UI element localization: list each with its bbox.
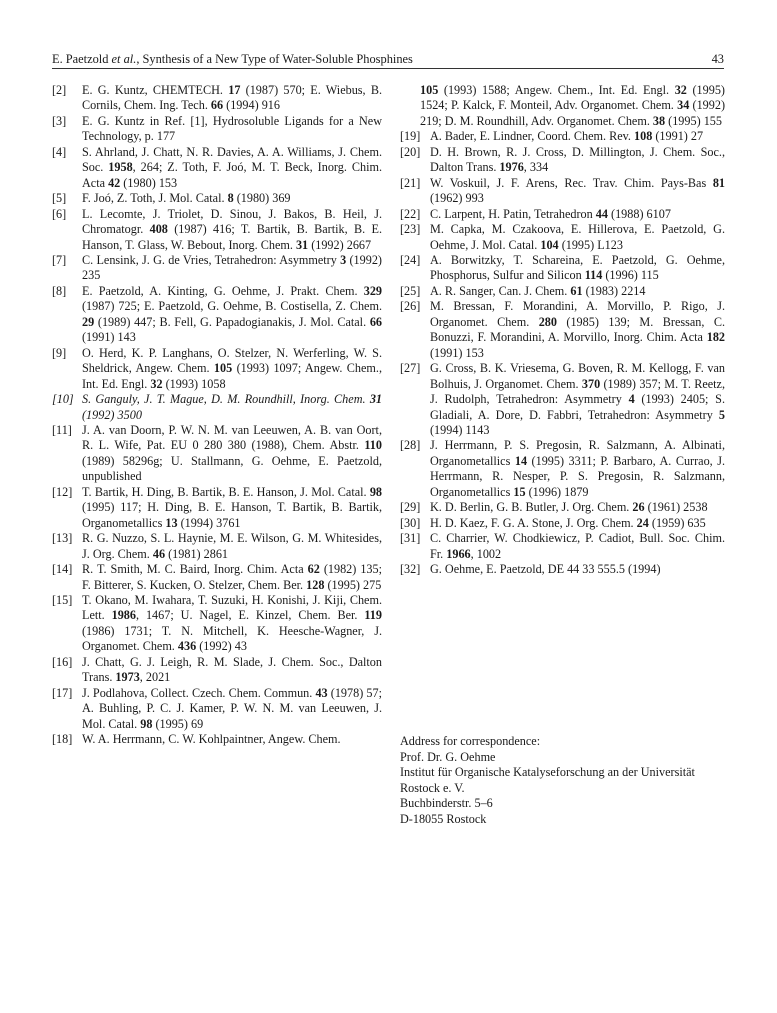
reference-item xyxy=(52,593,382,655)
reference-number: [9] xyxy=(52,345,67,360)
reference-item xyxy=(52,562,382,593)
reference-item xyxy=(400,222,725,253)
references-right-column xyxy=(400,83,725,578)
reference-number: [26] xyxy=(400,299,421,314)
reference-text: C. Larpent, H. Patin, Tetrahedron 44 (1988) 6107 xyxy=(430,206,671,221)
reference-item xyxy=(52,191,382,206)
reference-number: [27] xyxy=(400,361,421,376)
reference-text: E. G. Kuntz, CHEMTECH. 17 (1987) 570; E. Wiebus, B. Cornils, Chem. Ing. Tech. 66 (1994) 916 xyxy=(82,83,382,113)
reference-item xyxy=(52,207,382,253)
reference-number: [32] xyxy=(400,562,421,577)
reference-item xyxy=(400,531,725,562)
reference-number: [22] xyxy=(400,206,421,221)
reference-text: D. H. Brown, R. J. Cross, D. Millington, J. Chem. Soc., Dalton Trans. 1976, 334 xyxy=(430,144,725,175)
reference-number: [8] xyxy=(52,283,67,298)
reference-text: G. Cross, B. K. Vriesema, G. Boven, R. M. Kellogg, F. van Bolhuis, J. Organomet. Chem. 370 (1989) 357; M. T. Reetz, J. Rudolph, Tetrahedron: Asymmetry 4 (1993) 2405; S. Gladiali, A. Dore, D. Fabbri, Tetrahedron: Asymmetry 5 (1994) 1143 xyxy=(430,361,726,437)
reference-item xyxy=(400,253,725,284)
address-heading: Address for correspondence: xyxy=(400,734,541,748)
reference-number: [20] xyxy=(400,144,421,159)
reference-text: T. Bartik, H. Ding, B. Bartik, B. E. Hanson, J. Mol. Catal. 98 (1995) 117; H. Ding, B. E. Hanson, T. Bartik, B. Bartik, Organometallics 13 (1994) 3761 xyxy=(82,484,382,530)
reference-text: O. Herd, K. P. Langhans, O. Stelzer, N. Werferling, W. S. Sheldrick, Angew. Chem. 105 (1993) 1097; Angew. Chem., Int. Ed. Engl. 32 (1993) 1058 xyxy=(82,345,382,391)
reference-text: T. Okano, M. Iwahara, T. Suzuki, H. Konishi, J. Kiji, Chem. Lett. 1986, 1467; U. Nagel, E. Kinzel, Chem. Ber. 119 (1986) 1731; T. N. Mitchell, K. Heesche-Wagner, J. Organomet. Chem. 436 (1992) 43 xyxy=(82,592,382,654)
reference-item xyxy=(400,500,725,515)
reference-text: F. Joó, Z. Toth, J. Mol. Catal. 8 (1980) 369 xyxy=(82,191,291,206)
reference-item xyxy=(400,284,725,299)
reference-number: [16] xyxy=(52,654,73,669)
reference-text: G. Oehme, E. Paetzold, DE 44 33 555.5 (1994) xyxy=(430,562,661,577)
reference-text: A. Bader, E. Lindner, Coord. Chem. Rev. 108 (1991) 27 xyxy=(430,129,704,144)
reference-text: L. Lecomte, J. Triolet, D. Sinou, J. Bakos, B. Heil, J. Chromatogr. 408 (1987) 416; T. Bartik, B. Bartik, B. E. Hanson, T. Glass, W. Bebout, Inorg. Chem. 31 (1992) 2667 xyxy=(82,206,382,252)
header-authors: E. Paetzold xyxy=(52,52,112,66)
reference-number: [25] xyxy=(400,283,421,298)
reference-text: A. Borwitzky, T. Schareina, E. Paetzold, G. Oehme, Phosphorus, Sulfur and Silicon 114 (1996) 115 xyxy=(430,252,725,283)
correspondence-address xyxy=(400,734,730,828)
reference-text: J. Podlahova, Collect. Czech. Chem. Commun. 43 (1978) 57; A. Buhling, P. C. J. Kamer, P. W. N. M. van Leeuwen, J. Mol. Catal. 98 (1995) 69 xyxy=(82,685,382,731)
reference-number: [12] xyxy=(52,484,73,499)
reference-number: [13] xyxy=(52,531,73,546)
address-name: Prof. Dr. G. Oehme xyxy=(400,749,496,764)
reference-number: [17] xyxy=(52,685,73,700)
reference-text: M. Capka, M. Czakoova, E. Hillerova, E. Paetzold, G. Oehme, J. Mol. Catal. 104 (1995) L123 xyxy=(430,222,725,252)
reference-number: [14] xyxy=(52,562,73,577)
reference-item xyxy=(52,145,382,191)
reference-item xyxy=(400,361,725,438)
reference-continuation: 105 (1993) 1588; Angew. Chem., Int. Ed. Engl. 32 (1995) 1524; P. Kalck, F. Monteil, Adv. Organomet. Chem. 34 (1992) 219; D. M. Roundhill, Adv. Organomet. Chem. 38 (1995) 155 xyxy=(420,83,726,128)
reference-text: J. Herrmann, P. S. Pregosin, R. Salzmann, A. Albinati, Organometallics 14 (1995) 3311; P. Barbaro, A. Currao, J. Herrmann, R. Nesper, P. S. Pregosin, R. Salzmann, Organometallics 15 (1996) 1879 xyxy=(430,438,725,499)
reference-item xyxy=(52,732,382,747)
reference-number: [18] xyxy=(52,732,73,747)
reference-text: C. Lensink, J. G. de Vries, Tetrahedron: Asymmetry 3 (1992) 235 xyxy=(82,252,382,283)
reference-item xyxy=(52,253,382,284)
address-institute: Institut für Organische Katalyseforschung an der Universität xyxy=(400,765,695,780)
reference-text: H. D. Kaez, F. G. A. Stone, J. Org. Chem. 24 (1959) 635 xyxy=(430,515,706,530)
reference-item xyxy=(52,655,382,686)
address-institute-cont: Rostock e. V. xyxy=(400,780,465,795)
reference-number: [19] xyxy=(400,129,421,144)
reference-text: S. Ganguly, J. T. Mague, D. M. Roundhill, Inorg. Chem. 31 (1992) 3500 xyxy=(82,392,382,422)
reference-item xyxy=(400,299,725,361)
running-title xyxy=(52,50,413,68)
reference-item xyxy=(52,423,382,485)
reference-number: [15] xyxy=(52,592,73,607)
header-title: , Synthesis of a New Type of Water-Soluble Phosphines xyxy=(136,52,413,66)
reference-text: M. Bressan, F. Morandini, A. Morvillo, P. Rigo, J. Organomet. Chem. 280 (1985) 139; M. Bressan, C. Bonuzzi, F. Morandini, A. Morvillo, Inorg. Chim. Acta 182 (1991) 153 xyxy=(430,299,725,360)
header-rule xyxy=(52,68,724,69)
running-header xyxy=(52,50,724,68)
reference-number: [23] xyxy=(400,222,421,237)
reference-number: [30] xyxy=(400,515,421,530)
reference-number: [6] xyxy=(52,206,67,221)
reference-item xyxy=(400,145,725,176)
reference-number: [29] xyxy=(400,500,421,515)
reference-item xyxy=(400,207,725,222)
reference-item xyxy=(400,176,725,207)
reference-text: E. G. Kuntz in Ref. [1], Hydrosoluble Ligands for a New Technology, p. 177 xyxy=(82,113,382,144)
reference-number: [28] xyxy=(400,438,421,453)
reference-text: S. Ahrland, J. Chatt, N. R. Davies, A. A. Williams, J. Chem. Soc. 1958, 264; Z. Toth, F. Joó, M. T. Beck, Inorg. Chim. Acta 42 (1980) 153 xyxy=(82,144,382,190)
reference-text: J. Chatt, G. J. Leigh, R. M. Slade, J. Chem. Soc., Dalton Trans. 1973, 2021 xyxy=(82,654,382,685)
address-street: Buchbinderstr. 5–6 xyxy=(400,796,493,811)
reference-item xyxy=(52,83,382,114)
header-etal: et al. xyxy=(111,52,137,66)
reference-text: R. G. Nuzzo, S. L. Haynie, M. E. Wilson, G. M. Whitesides, J. Org. Chem. 46 (1981) 2861 xyxy=(82,531,382,561)
references-left-column xyxy=(52,83,382,747)
reference-text: W. A. Herrmann, C. W. Kohlpaintner, Angew. Chem. xyxy=(82,732,341,747)
reference-text: A. R. Sanger, Can. J. Chem. 61 (1983) 2214 xyxy=(430,283,646,298)
reference-item xyxy=(52,346,382,392)
reference-number: [11] xyxy=(52,422,72,437)
reference-item xyxy=(52,392,382,423)
page-number: 43 xyxy=(711,52,724,66)
reference-item xyxy=(400,562,725,577)
reference-number: [7] xyxy=(52,252,67,267)
reference-number: [5] xyxy=(52,191,67,206)
reference-number: [24] xyxy=(400,252,421,267)
reference-text: K. D. Berlin, G. B. Butler, J. Org. Chem. 26 (1961) 2538 xyxy=(430,500,708,515)
reference-item xyxy=(52,485,382,531)
reference-item xyxy=(52,284,382,346)
reference-text: C. Charrier, W. Chodkiewicz, P. Cadiot, Bull. Soc. Chim. Fr. 1966, 1002 xyxy=(430,531,725,561)
reference-text: E. Paetzold, A. Kinting, G. Oehme, J. Prakt. Chem. 329 (1987) 725; E. Paetzold, G. Oehme, B. Costisella, Z. Chem. 29 (1989) 447; B. Fell, G. Papadogianakis, J. Mol. Catal. 66 (1991) 143 xyxy=(82,283,382,345)
reference-item xyxy=(400,438,725,500)
reference-item xyxy=(52,531,382,562)
reference-item xyxy=(400,129,725,144)
reference-text: J. A. van Doorn, P. W. N. M. van Leeuwen, A. B. van Oort, R. L. Wife, Pat. EU 0 280 380 (1988), Chem. Abstr. 110 (1989) 58296g; U. Stallmann, G. Oehme, E. Paetzold, unpublished xyxy=(82,422,382,484)
reference-number: [10] xyxy=(52,392,74,407)
reference-number: [3] xyxy=(52,113,67,128)
reference-text: W. Voskuil, J. F. Arens, Rec. Trav. Chim. Pays-Bas 81 (1962) 993 xyxy=(430,175,725,206)
reference-number: [31] xyxy=(400,531,421,546)
reference-number: [21] xyxy=(400,175,421,190)
reference-item xyxy=(52,114,382,145)
reference-item xyxy=(400,516,725,531)
reference-number: [2] xyxy=(52,83,67,97)
reference-number: [4] xyxy=(52,144,67,159)
address-city: D-18055 Rostock xyxy=(400,811,487,826)
reference-item xyxy=(52,686,382,732)
reference-text: R. T. Smith, M. C. Baird, Inorg. Chim. Acta 62 (1982) 135; F. Bitterer, S. Kucken, O. Stelzer, Chem. Ber. 128 (1995) 275 xyxy=(82,562,382,592)
